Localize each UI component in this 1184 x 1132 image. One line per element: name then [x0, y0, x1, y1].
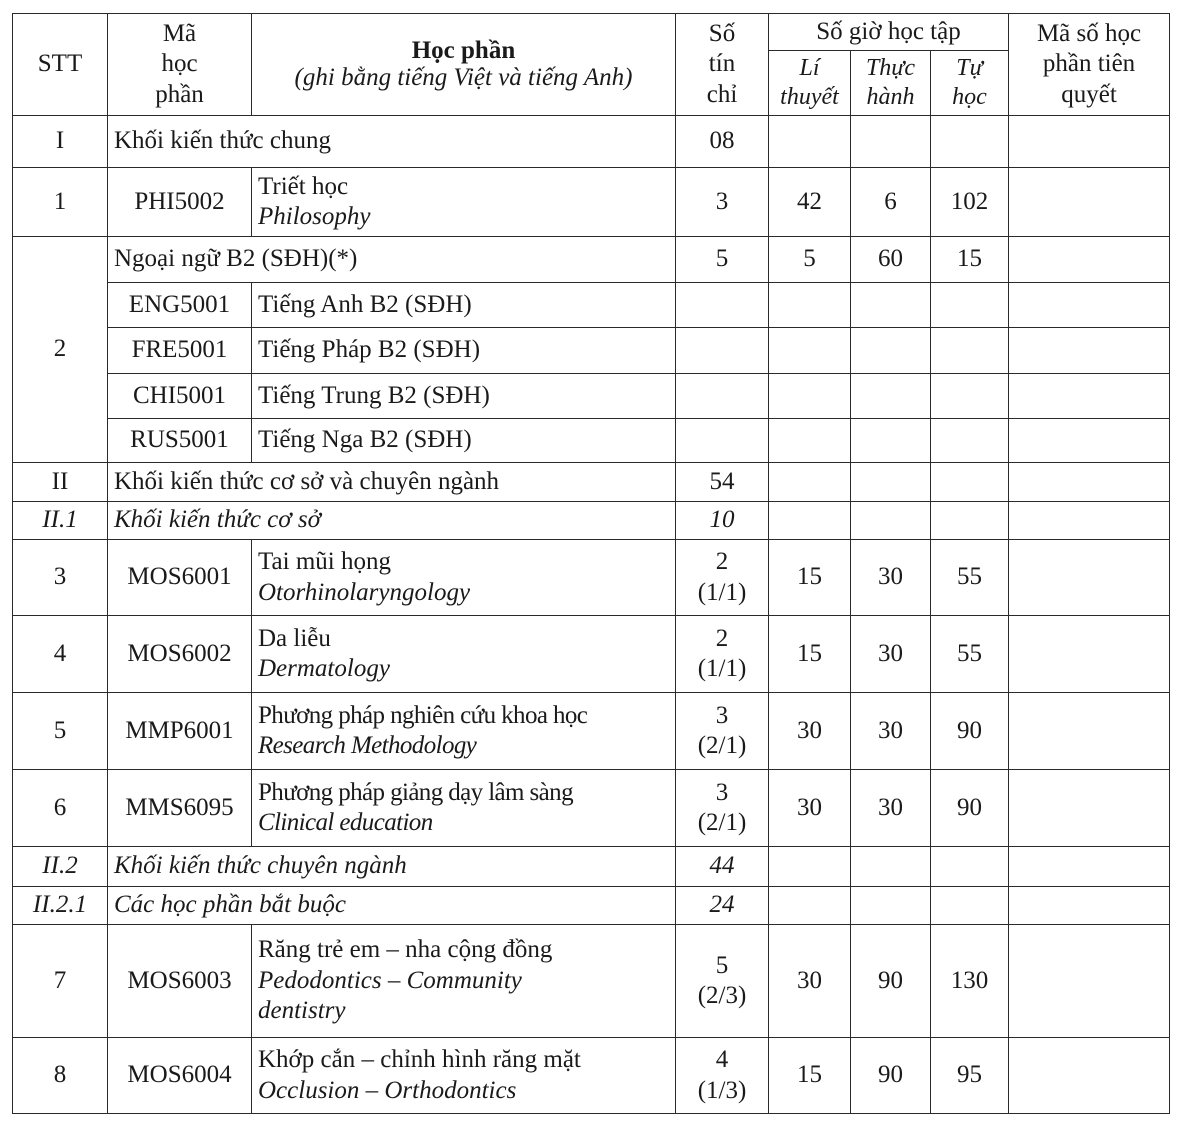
section-credits: 08: [676, 116, 769, 168]
course-code: FRE5001: [108, 328, 252, 374]
course-name: Tai mũi họng Otorhinolaryngology: [252, 540, 676, 616]
hours-practice: 30: [851, 616, 931, 693]
row-stt: 2: [13, 237, 108, 463]
section-row: [13, 502, 1170, 540]
course-code: MOS6004: [108, 1038, 252, 1114]
row-stt: 8: [13, 1038, 108, 1114]
credits: 2 (1/1): [676, 616, 769, 693]
course-name: Tiếng Anh B2 (SĐH): [252, 283, 676, 328]
course-code: ENG5001: [108, 283, 252, 328]
table-row: [13, 168, 1170, 237]
course-name: Tiếng Trung B2 (SĐH): [252, 374, 676, 419]
header-so-gio: Số giờ học tập: [769, 14, 1009, 51]
section-stt: II.2: [13, 847, 108, 887]
prerequisite: [1009, 616, 1170, 693]
hours-theory: 42: [769, 168, 851, 237]
hours-self: 90: [931, 693, 1009, 770]
credits: 5: [676, 237, 769, 283]
section-name: Các học phần bắt buộc: [108, 887, 676, 925]
course-code: CHI5001: [108, 374, 252, 419]
table-row: [13, 419, 1170, 463]
prerequisite: [1009, 168, 1170, 237]
hours-self: 55: [931, 540, 1009, 616]
credits: 3 (2/1): [676, 770, 769, 847]
table-row: [13, 374, 1170, 419]
table-row: [13, 283, 1170, 328]
hours-practice: 30: [851, 540, 931, 616]
credits: 3 (2/1): [676, 693, 769, 770]
section-name: Khối kiến thức chuyên ngành: [108, 847, 676, 887]
section-row: [13, 116, 1170, 168]
header-ma-hoc-phan: Mã học phần: [108, 14, 252, 116]
section-credits: 44: [676, 847, 769, 887]
section-row: [13, 887, 1170, 925]
table-row: [13, 540, 1170, 616]
header-hoc-phan: Học phần (ghi bằng tiếng Việt và tiếng Anh): [252, 14, 676, 116]
prerequisite: [1009, 693, 1170, 770]
header-stt: STT: [13, 14, 108, 116]
row-stt: 1: [13, 168, 108, 237]
prerequisite: [1009, 925, 1170, 1038]
hours-theory: 30: [769, 693, 851, 770]
prerequisite: [1009, 770, 1170, 847]
table-row: [13, 328, 1170, 374]
header-tu-hoc: Tự học: [931, 51, 1009, 116]
curriculum-table: [12, 13, 1170, 1114]
hours-theory: 15: [769, 540, 851, 616]
row-stt: 7: [13, 925, 108, 1038]
course-code: RUS5001: [108, 419, 252, 463]
course-name: Khớp cắn – chỉnh hình răng mặt Occlusion – Orthodontics: [252, 1038, 676, 1114]
hours-practice: 90: [851, 925, 931, 1038]
section-name: Khối kiến thức cơ sở và chuyên ngành: [108, 463, 676, 502]
section-credits: 10: [676, 502, 769, 540]
hours-practice: 30: [851, 693, 931, 770]
hours-self: 130: [931, 925, 1009, 1038]
course-code: PHI5002: [108, 168, 252, 237]
hours-practice: 90: [851, 1038, 931, 1114]
credits: 5 (2/3): [676, 925, 769, 1038]
course-code: MMS6095: [108, 770, 252, 847]
course-name: Tiếng Pháp B2 (SĐH): [252, 328, 676, 374]
hours-theory: 5: [769, 237, 851, 283]
table-row: [13, 770, 1170, 847]
table-row: [13, 693, 1170, 770]
hours-self: 102: [931, 168, 1009, 237]
header-li-thuyet: Lí thuyết: [769, 51, 851, 116]
course-name: Ngoại ngữ B2 (SĐH)(*): [108, 237, 676, 283]
course-name: Triết học Philosophy: [252, 168, 676, 237]
section-name: Khối kiến thức chung: [108, 116, 676, 168]
section-name: Khối kiến thức cơ sở: [108, 502, 676, 540]
prerequisite: [1009, 1038, 1170, 1114]
prerequisite: [1009, 540, 1170, 616]
credits: 2 (1/1): [676, 540, 769, 616]
section-stt: II.2.1: [13, 887, 108, 925]
section-stt: I: [13, 116, 108, 168]
header-tien-quyet: Mã số học phần tiên quyết: [1009, 14, 1170, 116]
row-stt: 3: [13, 540, 108, 616]
hours-theory: 15: [769, 616, 851, 693]
row-stt: 6: [13, 770, 108, 847]
header-thuc-hanh: Thực hành: [851, 51, 931, 116]
hours-theory: 15: [769, 1038, 851, 1114]
table-row: [13, 925, 1170, 1038]
hours-self: 15: [931, 237, 1009, 283]
section-credits: 24: [676, 887, 769, 925]
hours-practice: 60: [851, 237, 931, 283]
hours-self: 55: [931, 616, 1009, 693]
credits: 4 (1/3): [676, 1038, 769, 1114]
row-stt: 5: [13, 693, 108, 770]
prerequisite: [1009, 237, 1170, 283]
header-row: [13, 14, 1170, 51]
course-name: Phương pháp nghiên cứu khoa học Research Methodology: [252, 693, 676, 770]
hours-practice: 6: [851, 168, 931, 237]
course-name: Phương pháp giảng dạy lâm sàng Clinical education: [252, 770, 676, 847]
course-code: MOS6003: [108, 925, 252, 1038]
course-code: MMP6001: [108, 693, 252, 770]
section-stt: II.1: [13, 502, 108, 540]
course-code: MOS6001: [108, 540, 252, 616]
course-name: Răng trẻ em – nha cộng đồng Pedodontics – Community dentistry: [252, 925, 676, 1038]
hours-theory: 30: [769, 925, 851, 1038]
table-row: [13, 616, 1170, 693]
header-so-tin-chi: Số tín chỉ: [676, 14, 769, 116]
row-stt: 4: [13, 616, 108, 693]
hours-theory: 30: [769, 770, 851, 847]
section-stt: II: [13, 463, 108, 502]
section-row: [13, 847, 1170, 887]
table-row: [13, 1038, 1170, 1114]
course-code: MOS6002: [108, 616, 252, 693]
section-row: [13, 463, 1170, 502]
credits: 3: [676, 168, 769, 237]
course-name: Tiếng Nga B2 (SĐH): [252, 419, 676, 463]
hours-self: 90: [931, 770, 1009, 847]
course-name: Da liễu Dermatology: [252, 616, 676, 693]
hours-practice: 30: [851, 770, 931, 847]
hours-self: 95: [931, 1038, 1009, 1114]
table-row: [13, 237, 1170, 283]
section-credits: 54: [676, 463, 769, 502]
